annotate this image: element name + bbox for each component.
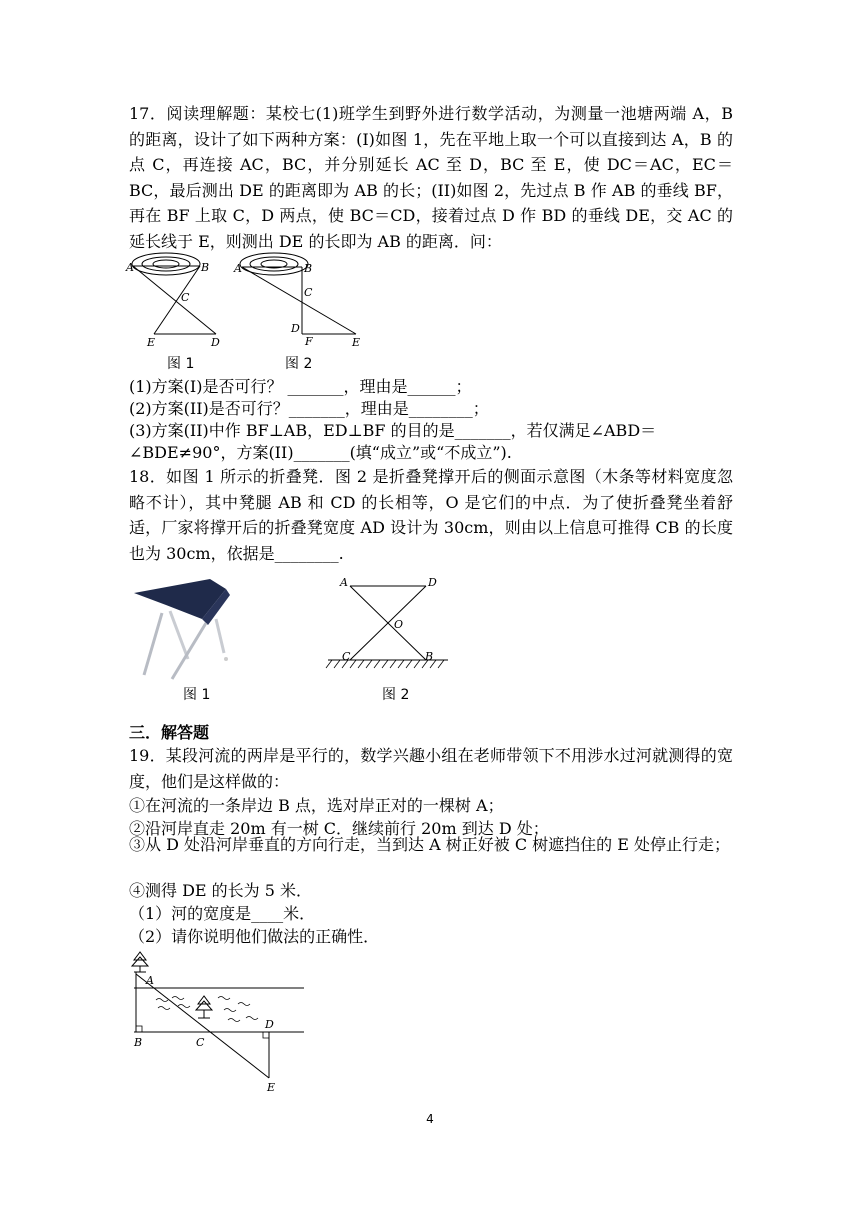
q18-fig2-label-a: A	[340, 576, 348, 589]
section-heading: 三．解答题	[129, 723, 210, 742]
fig2-label-c: C	[304, 286, 313, 299]
q19-ask2: （2）请你说明他们做法的正确性．	[129, 927, 380, 946]
q17-fig1-caption: 图 1	[167, 356, 195, 372]
fig2-label-e: E	[352, 336, 361, 349]
q19-label-c: C	[196, 1036, 205, 1049]
page-number: 4	[426, 1112, 434, 1126]
q19-intro: 19．某段河流的两岸是平行的，数学兴趣小组在老师带领下不用涉水过河就测得的宽度，他们是这样做的：	[129, 746, 733, 791]
q17-sub2: (2)方案(II)是否可行？_______，理由是________；	[129, 399, 489, 418]
q19-label-e: E	[267, 1081, 276, 1094]
q18-fig2-label-c: C	[342, 650, 351, 663]
q18-figure-2	[322, 572, 452, 678]
q18-fig2-label-o: O	[394, 618, 404, 631]
fig2-label-b: B	[304, 262, 313, 275]
q19-step1: ①在河流的一条岸边 B 点，选对岸正对的一棵树 A；	[129, 796, 504, 815]
q17-figure-1	[124, 250, 234, 350]
q18-paragraph: 18．如图 1 所示的折叠凳．图 2 是折叠凳撑开后的侧面示意图（木条等材料宽度忽略不计），其中凳腿 AB 和 CD 的长相等，O 是它们的中点．为了使折叠凳坐着舒适，厂家将撑开后的折叠凳宽度 AD 设计为 30cm，则由以上信息可推得 CB 的长度也为 30cm，依据是________.	[129, 467, 733, 563]
q17-figure-2	[230, 250, 370, 350]
q19-step3: ③从 D 处沿河岸垂直的方向行走，当到达 A 树正好被 C 树遮挡住的 E 处停止行走；	[129, 835, 730, 854]
fig1-label-d: D	[211, 336, 220, 349]
fig1-label-c: C	[181, 291, 190, 304]
q19-ask1: （1）河的宽度是____米．	[129, 904, 316, 923]
fig1-label-a: A	[126, 261, 134, 274]
q19-river-figure	[128, 948, 308, 1094]
q19-label-d: D	[265, 1018, 274, 1031]
q18-figure-1-stool	[128, 575, 248, 680]
q17-sub1: (1)方案(I)是否可行？ _______，理由是______；	[129, 377, 472, 396]
fig1-label-b: B	[201, 261, 210, 274]
fig2-label-a: A	[234, 262, 242, 275]
q19-label-b: B	[134, 1036, 143, 1049]
q19-step2: ②沿河岸直走 20m 有一树 C．继续前行 20m 到达 D 处；	[129, 819, 549, 838]
q19-step4: ④测得 DE 的长为 5 米．	[129, 881, 313, 900]
fig1-label-e: E	[147, 336, 156, 349]
q18-fig2-label-b: B	[425, 650, 434, 663]
q17-paragraph: 17．阅读理解题：某校七(1)班学生到野外进行数学活动，为测量一池塘两端 A，B 的距离，设计了如下两种方案：(I)如图 1，先在平地上取一个可以直接到达 A，B 的点 C，再连接 AC，BC，并分别延长 AC 至 D，BC 至 E，使 DC＝AC，EC＝BC，最后测出 DE 的距离即为 AB 的长；(II)如图 2，先过点 B 作 AB 的垂线 BF，再在 BF 上取 C，D 两点，使 BC＝CD，接着过点 D 作 BD 的垂线 DE，交 AC 的延长线于 E，则测出 DE 的长即为 AB 的距离．问：	[129, 104, 733, 251]
q17-sub3-line1: (3)方案(II)中作 BF⊥AB，ED⊥BF 的目的是_______，若仅满足∠ABD＝	[129, 421, 657, 440]
fig2-label-d: D	[291, 322, 300, 335]
q18-fig1-caption: 图 1	[183, 687, 211, 703]
q17-sub3-line2: ∠BDE≠90°，方案(II)_______(填“成立”或“不成立”).	[129, 443, 512, 462]
q18-fig2-caption: 图 2	[382, 687, 410, 703]
q19-label-a: A	[146, 974, 154, 987]
q17-fig2-caption: 图 2	[285, 356, 313, 372]
fig2-label-f: F	[305, 335, 313, 348]
q18-fig2-label-d: D	[428, 576, 437, 589]
